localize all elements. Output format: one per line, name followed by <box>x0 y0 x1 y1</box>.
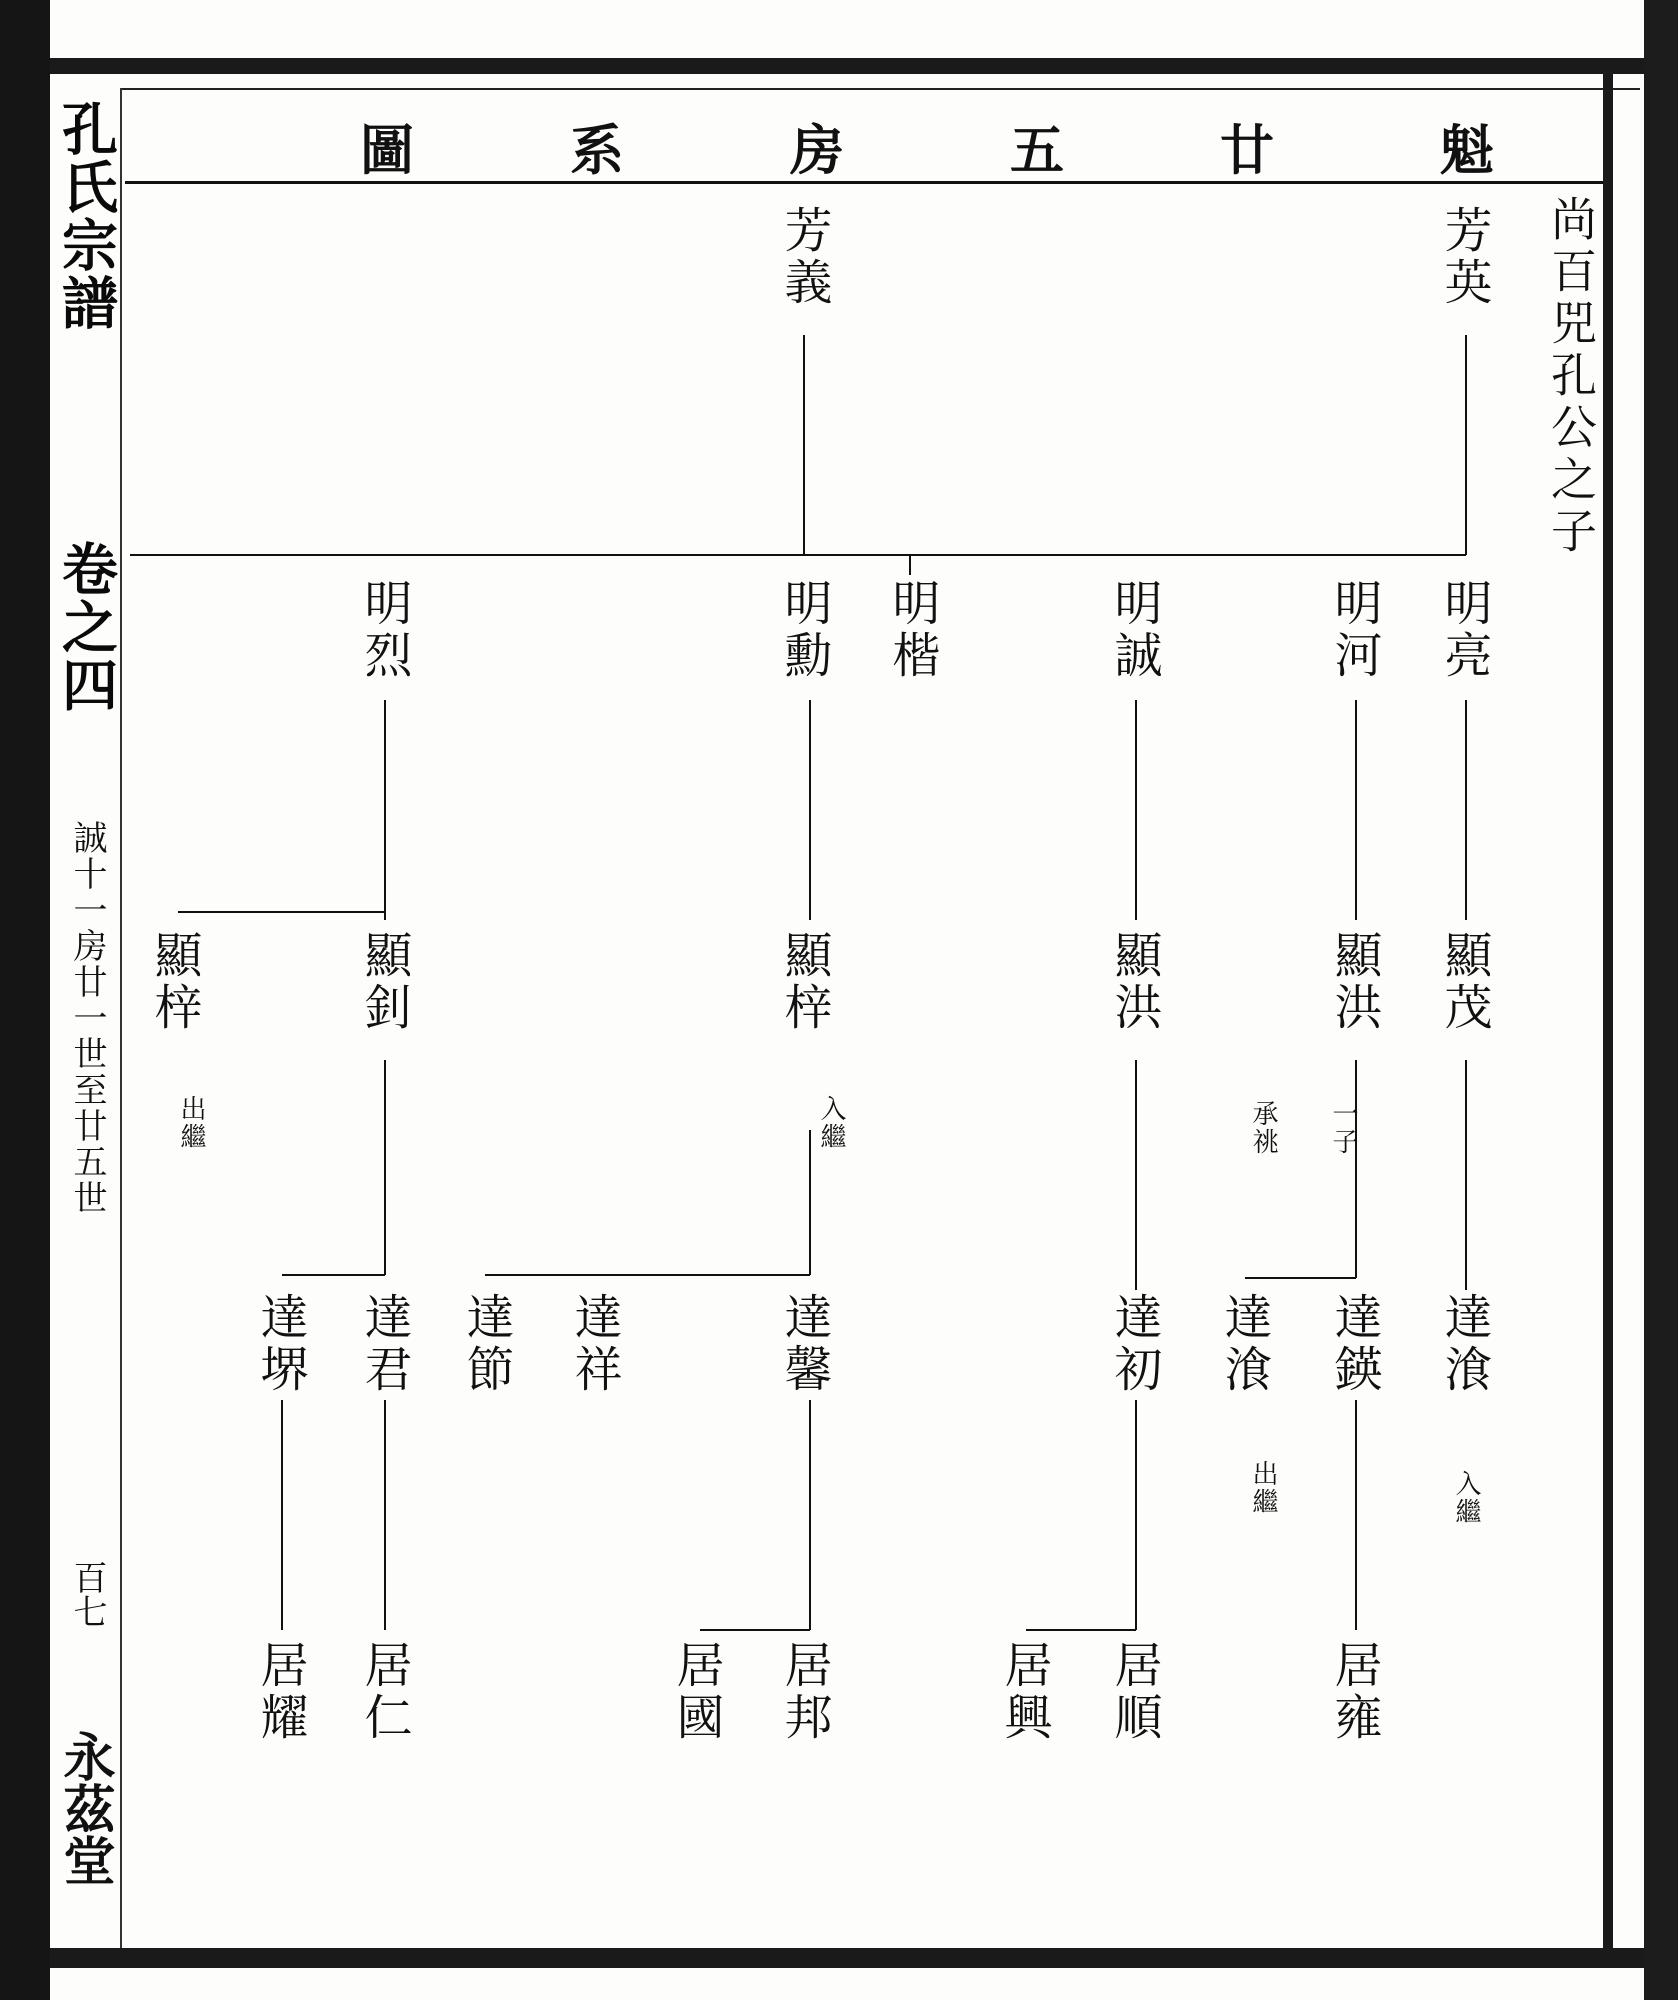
person-gen24: 達馨 <box>776 1292 832 1396</box>
person-gen24: 達初 <box>1106 1292 1162 1396</box>
title-char: 五 <box>1010 118 1064 182</box>
note-one-son: 一子 <box>1328 1100 1358 1156</box>
person-gen21: 芳英 <box>1436 205 1492 309</box>
section-range: 誠十一房廿一世至廿五世 <box>67 820 107 1216</box>
hall-name: 永茲堂 <box>54 1730 115 1886</box>
side-note: 尚百兕孔公之子 <box>1544 195 1598 559</box>
person-gen25: 居順 <box>1106 1640 1162 1744</box>
person-gen22: 明烈 <box>356 578 412 682</box>
note-adopted-in: 入繼 <box>1451 1470 1481 1526</box>
person-gen24: 達君 <box>356 1292 412 1396</box>
title-char: 房 <box>790 118 844 182</box>
person-gen24: 達湌 <box>1216 1292 1272 1396</box>
person-gen23: 顯梓 <box>146 930 202 1034</box>
note-adopted-in: 入繼 <box>816 1095 846 1151</box>
person-gen25: 居邦 <box>776 1640 832 1744</box>
title-char: 廿 <box>1220 118 1274 182</box>
person-gen24: 達祥 <box>566 1292 622 1396</box>
person-gen23: 顯洪 <box>1106 930 1162 1034</box>
person-gen22: 明勳 <box>776 578 832 682</box>
person-gen23: 顯釗 <box>356 930 412 1034</box>
title-char: 魁 <box>1440 118 1494 182</box>
person-gen21: 芳義 <box>776 205 832 309</box>
person-gen24: 達堺 <box>252 1292 308 1396</box>
note-heir: 承祧 <box>1248 1100 1278 1156</box>
person-gen25: 居興 <box>996 1640 1052 1744</box>
person-gen22: 明楷 <box>884 578 940 682</box>
page-number: 百七 <box>67 1560 107 1628</box>
person-gen23: 顯梓 <box>776 930 832 1034</box>
person-gen24: 達湌 <box>1436 1292 1492 1396</box>
person-gen22: 明誠 <box>1106 578 1162 682</box>
title-char: 系 <box>570 118 624 182</box>
person-gen23: 顯洪 <box>1326 930 1382 1034</box>
volume-label: 卷之四 <box>53 540 119 714</box>
person-gen22: 明亮 <box>1436 578 1492 682</box>
person-gen23: 顯茂 <box>1436 930 1492 1034</box>
person-gen24: 達鍈 <box>1326 1292 1382 1396</box>
person-gen25: 居雍 <box>1326 1640 1382 1744</box>
note-adopted-out: 出繼 <box>1248 1460 1278 1516</box>
person-gen25: 居耀 <box>252 1640 308 1744</box>
person-gen25: 居國 <box>668 1640 724 1744</box>
person-gen25: 居仁 <box>356 1640 412 1744</box>
person-gen24: 達節 <box>458 1292 514 1396</box>
note-adopted-out: 出繼 <box>176 1095 206 1151</box>
person-gen22: 明河 <box>1326 578 1382 682</box>
book-title: 孔氏宗譜 <box>53 100 119 332</box>
title-char: 圖 <box>360 118 414 182</box>
